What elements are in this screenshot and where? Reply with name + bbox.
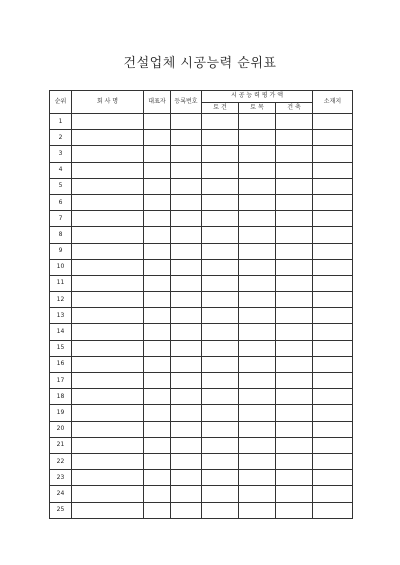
company-cell[interactable] xyxy=(72,227,144,243)
header-registration-number: 등록번호 xyxy=(171,91,202,114)
location-cell[interactable] xyxy=(313,162,353,178)
table-row xyxy=(50,340,353,356)
architecture-cell[interactable] xyxy=(276,453,313,469)
registration-number-cell[interactable] xyxy=(171,308,202,324)
registration-number-cell[interactable] xyxy=(171,324,202,340)
architecture-cell[interactable] xyxy=(276,292,313,308)
table-row xyxy=(50,486,353,502)
ceo-cell[interactable] xyxy=(144,502,171,518)
civil-engineering-cell[interactable] xyxy=(239,162,276,178)
rank-cell: 3 xyxy=(50,146,72,162)
civil-architecture-cell[interactable] xyxy=(202,340,239,356)
architecture-cell[interactable] xyxy=(276,340,313,356)
civil-architecture-cell[interactable] xyxy=(202,292,239,308)
ceo-cell[interactable] xyxy=(144,389,171,405)
company-cell[interactable] xyxy=(72,259,144,275)
civil-engineering-cell[interactable] xyxy=(239,340,276,356)
ceo-cell[interactable] xyxy=(144,486,171,502)
table-row xyxy=(50,114,353,130)
header-ceo: 대표자 xyxy=(144,91,171,114)
registration-number-cell[interactable] xyxy=(171,275,202,291)
registration-number-cell[interactable] xyxy=(171,146,202,162)
location-cell[interactable] xyxy=(313,389,353,405)
company-cell[interactable] xyxy=(72,324,144,340)
table-row xyxy=(50,356,353,372)
ceo-cell[interactable] xyxy=(144,421,171,437)
header-architecture: 건 축 xyxy=(276,102,313,114)
registration-number-cell[interactable] xyxy=(171,356,202,372)
ceo-cell[interactable] xyxy=(144,340,171,356)
registration-number-cell[interactable] xyxy=(171,405,202,421)
ceo-cell[interactable] xyxy=(144,437,171,453)
civil-architecture-cell[interactable] xyxy=(202,194,239,210)
rank-cell: 14 xyxy=(50,324,72,340)
architecture-cell[interactable] xyxy=(276,308,313,324)
table-row xyxy=(50,292,353,308)
rank-cell: 1 xyxy=(50,114,72,130)
rank-cell: 13 xyxy=(50,308,72,324)
civil-architecture-cell[interactable] xyxy=(202,211,239,227)
registration-number-cell[interactable] xyxy=(171,373,202,389)
civil-engineering-cell[interactable] xyxy=(239,114,276,130)
table-row xyxy=(50,437,353,453)
civil-architecture-cell[interactable] xyxy=(202,356,239,372)
company-cell[interactable] xyxy=(72,211,144,227)
civil-architecture-cell[interactable] xyxy=(202,405,239,421)
company-cell[interactable] xyxy=(72,340,144,356)
ceo-cell[interactable] xyxy=(144,227,171,243)
rank-cell: 25 xyxy=(50,502,72,518)
civil-architecture-cell[interactable] xyxy=(202,259,239,275)
header-location: 소재지 xyxy=(313,91,353,114)
location-cell[interactable] xyxy=(313,453,353,469)
location-cell[interactable] xyxy=(313,227,353,243)
ceo-cell[interactable] xyxy=(144,373,171,389)
rank-cell: 8 xyxy=(50,227,72,243)
rank-cell: 9 xyxy=(50,243,72,259)
rank-cell: 2 xyxy=(50,130,72,146)
company-cell[interactable] xyxy=(72,194,144,210)
rank-cell: 21 xyxy=(50,437,72,453)
registration-number-cell[interactable] xyxy=(171,437,202,453)
table-row xyxy=(50,470,353,486)
page-title: 건설업체 시공능력 순위표 xyxy=(123,56,277,71)
rank-cell: 16 xyxy=(50,356,72,372)
rank-cell: 15 xyxy=(50,340,72,356)
civil-engineering-cell[interactable] xyxy=(239,130,276,146)
civil-engineering-cell[interactable] xyxy=(239,308,276,324)
architecture-cell[interactable] xyxy=(276,146,313,162)
location-cell[interactable] xyxy=(313,146,353,162)
civil-architecture-cell[interactable] xyxy=(202,486,239,502)
registration-number-cell[interactable] xyxy=(171,130,202,146)
rank-cell: 10 xyxy=(50,259,72,275)
registration-number-cell[interactable] xyxy=(171,502,202,518)
architecture-cell[interactable] xyxy=(276,373,313,389)
location-cell[interactable] xyxy=(313,308,353,324)
registration-number-cell[interactable] xyxy=(171,178,202,194)
company-cell[interactable] xyxy=(72,389,144,405)
civil-architecture-cell[interactable] xyxy=(202,178,239,194)
company-cell[interactable] xyxy=(72,275,144,291)
company-cell[interactable] xyxy=(72,162,144,178)
location-cell[interactable] xyxy=(313,275,353,291)
location-cell[interactable] xyxy=(313,194,353,210)
table-row xyxy=(50,227,353,243)
registration-number-cell[interactable] xyxy=(171,114,202,130)
company-cell[interactable] xyxy=(72,453,144,469)
registration-number-cell[interactable] xyxy=(171,340,202,356)
civil-engineering-cell[interactable] xyxy=(239,373,276,389)
header-rank: 순위 xyxy=(50,91,72,114)
table-row xyxy=(50,162,353,178)
location-cell[interactable] xyxy=(313,437,353,453)
table-row xyxy=(50,146,353,162)
rank-cell: 19 xyxy=(50,405,72,421)
civil-architecture-cell[interactable] xyxy=(202,502,239,518)
company-cell[interactable] xyxy=(72,437,144,453)
registration-number-cell[interactable] xyxy=(171,194,202,210)
table-row xyxy=(50,324,353,340)
architecture-cell[interactable] xyxy=(276,114,313,130)
ceo-cell[interactable] xyxy=(144,275,171,291)
table-row xyxy=(50,373,353,389)
rank-cell: 4 xyxy=(50,162,72,178)
registration-number-cell[interactable] xyxy=(171,292,202,308)
registration-number-cell[interactable] xyxy=(171,243,202,259)
rank-cell: 22 xyxy=(50,453,72,469)
civil-architecture-cell[interactable] xyxy=(202,421,239,437)
table-row xyxy=(50,502,353,518)
ceo-cell[interactable] xyxy=(144,162,171,178)
location-cell[interactable] xyxy=(313,130,353,146)
civil-architecture-cell[interactable] xyxy=(202,437,239,453)
architecture-cell[interactable] xyxy=(276,227,313,243)
company-cell[interactable] xyxy=(72,470,144,486)
registration-number-cell[interactable] xyxy=(171,211,202,227)
civil-architecture-cell[interactable] xyxy=(202,470,239,486)
ceo-cell[interactable] xyxy=(144,259,171,275)
location-cell[interactable] xyxy=(313,292,353,308)
table-row xyxy=(50,405,353,421)
architecture-cell[interactable] xyxy=(276,389,313,405)
location-cell[interactable] xyxy=(313,340,353,356)
registration-number-cell[interactable] xyxy=(171,486,202,502)
architecture-cell[interactable] xyxy=(276,194,313,210)
civil-engineering-cell[interactable] xyxy=(239,437,276,453)
architecture-cell[interactable] xyxy=(276,421,313,437)
table-row xyxy=(50,421,353,437)
civil-architecture-cell[interactable] xyxy=(202,373,239,389)
rank-cell: 18 xyxy=(50,389,72,405)
civil-engineering-cell[interactable] xyxy=(239,259,276,275)
ceo-cell[interactable] xyxy=(144,405,171,421)
civil-architecture-cell[interactable] xyxy=(202,389,239,405)
civil-engineering-cell[interactable] xyxy=(239,178,276,194)
table-row xyxy=(50,178,353,194)
location-cell[interactable] xyxy=(313,486,353,502)
table-row xyxy=(50,243,353,259)
civil-engineering-cell[interactable] xyxy=(239,502,276,518)
ceo-cell[interactable] xyxy=(144,243,171,259)
architecture-cell[interactable] xyxy=(276,486,313,502)
architecture-cell[interactable] xyxy=(276,356,313,372)
company-cell[interactable] xyxy=(72,356,144,372)
ceo-cell[interactable] xyxy=(144,194,171,210)
architecture-cell[interactable] xyxy=(276,324,313,340)
registration-number-cell[interactable] xyxy=(171,259,202,275)
company-cell[interactable] xyxy=(72,292,144,308)
rank-cell: 11 xyxy=(50,275,72,291)
rank-cell: 20 xyxy=(50,421,72,437)
location-cell[interactable] xyxy=(313,470,353,486)
civil-engineering-cell[interactable] xyxy=(239,486,276,502)
civil-engineering-cell[interactable] xyxy=(239,146,276,162)
registration-number-cell[interactable] xyxy=(171,470,202,486)
rank-cell: 17 xyxy=(50,373,72,389)
company-cell[interactable] xyxy=(72,421,144,437)
rank-cell: 24 xyxy=(50,486,72,502)
civil-engineering-cell[interactable] xyxy=(239,405,276,421)
registration-number-cell[interactable] xyxy=(171,389,202,405)
architecture-cell[interactable] xyxy=(276,470,313,486)
civil-engineering-cell[interactable] xyxy=(239,470,276,486)
architecture-cell[interactable] xyxy=(276,211,313,227)
company-cell[interactable] xyxy=(72,243,144,259)
location-cell[interactable] xyxy=(313,356,353,372)
table-body xyxy=(50,114,353,519)
civil-engineering-cell[interactable] xyxy=(239,453,276,469)
civil-architecture-cell[interactable] xyxy=(202,275,239,291)
company-cell[interactable] xyxy=(72,146,144,162)
location-cell[interactable] xyxy=(313,502,353,518)
civil-architecture-cell[interactable] xyxy=(202,324,239,340)
ceo-cell[interactable] xyxy=(144,453,171,469)
ceo-cell[interactable] xyxy=(144,178,171,194)
company-cell[interactable] xyxy=(72,114,144,130)
architecture-cell[interactable] xyxy=(276,502,313,518)
ceo-cell[interactable] xyxy=(144,308,171,324)
civil-engineering-cell[interactable] xyxy=(239,421,276,437)
company-cell[interactable] xyxy=(72,486,144,502)
civil-engineering-cell[interactable] xyxy=(239,275,276,291)
civil-engineering-cell[interactable] xyxy=(239,292,276,308)
ceo-cell[interactable] xyxy=(144,130,171,146)
location-cell[interactable] xyxy=(313,405,353,421)
ceo-cell[interactable] xyxy=(144,211,171,227)
civil-engineering-cell[interactable] xyxy=(239,194,276,210)
architecture-cell[interactable] xyxy=(276,162,313,178)
architecture-cell[interactable] xyxy=(276,275,313,291)
company-cell[interactable] xyxy=(72,178,144,194)
civil-architecture-cell[interactable] xyxy=(202,243,239,259)
civil-architecture-cell[interactable] xyxy=(202,308,239,324)
civil-architecture-cell[interactable] xyxy=(202,130,239,146)
table-row xyxy=(50,275,353,291)
civil-engineering-cell[interactable] xyxy=(239,389,276,405)
ceo-cell[interactable] xyxy=(144,146,171,162)
table-row xyxy=(50,194,353,210)
architecture-cell[interactable] xyxy=(276,243,313,259)
location-cell[interactable] xyxy=(313,178,353,194)
architecture-cell[interactable] xyxy=(276,130,313,146)
civil-architecture-cell[interactable] xyxy=(202,162,239,178)
registration-number-cell[interactable] xyxy=(171,453,202,469)
table-row xyxy=(50,308,353,324)
location-cell[interactable] xyxy=(313,259,353,275)
registration-number-cell[interactable] xyxy=(171,162,202,178)
rank-cell: 5 xyxy=(50,178,72,194)
location-cell[interactable] xyxy=(313,243,353,259)
ranking-table xyxy=(49,90,353,519)
civil-engineering-cell[interactable] xyxy=(239,227,276,243)
ceo-cell[interactable] xyxy=(144,470,171,486)
civil-engineering-cell[interactable] xyxy=(239,356,276,372)
civil-architecture-cell[interactable] xyxy=(202,227,239,243)
company-cell[interactable] xyxy=(72,130,144,146)
rank-cell: 12 xyxy=(50,292,72,308)
architecture-cell[interactable] xyxy=(276,437,313,453)
company-cell[interactable] xyxy=(72,308,144,324)
company-cell[interactable] xyxy=(72,405,144,421)
rank-cell: 7 xyxy=(50,211,72,227)
rank-cell: 23 xyxy=(50,470,72,486)
ceo-cell[interactable] xyxy=(144,292,171,308)
civil-architecture-cell[interactable] xyxy=(202,146,239,162)
ceo-cell[interactable] xyxy=(144,324,171,340)
table-row xyxy=(50,389,353,405)
header-civil-architecture: 토 건 xyxy=(202,102,239,114)
architecture-cell[interactable] xyxy=(276,405,313,421)
table-row xyxy=(50,211,353,227)
ceo-cell[interactable] xyxy=(144,356,171,372)
architecture-cell[interactable] xyxy=(276,178,313,194)
table-row xyxy=(50,130,353,146)
header-civil-engineering: 토 목 xyxy=(239,102,276,114)
header-construction-capability: 시 공 능 력 평 가 액 xyxy=(202,91,313,103)
table-row xyxy=(50,259,353,275)
civil-engineering-cell[interactable] xyxy=(239,211,276,227)
civil-architecture-cell[interactable] xyxy=(202,453,239,469)
rank-cell: 6 xyxy=(50,194,72,210)
table-row xyxy=(50,453,353,469)
civil-engineering-cell[interactable] xyxy=(239,243,276,259)
location-cell[interactable] xyxy=(313,211,353,227)
architecture-cell[interactable] xyxy=(276,259,313,275)
location-cell[interactable] xyxy=(313,373,353,389)
header-company: 회 사 명 xyxy=(72,91,144,114)
location-cell[interactable] xyxy=(313,324,353,340)
civil-engineering-cell[interactable] xyxy=(239,324,276,340)
registration-number-cell[interactable] xyxy=(171,421,202,437)
location-cell[interactable] xyxy=(313,421,353,437)
location-cell[interactable] xyxy=(313,114,353,130)
ceo-cell[interactable] xyxy=(144,114,171,130)
registration-number-cell[interactable] xyxy=(171,227,202,243)
civil-architecture-cell[interactable] xyxy=(202,114,239,130)
company-cell[interactable] xyxy=(72,502,144,518)
company-cell[interactable] xyxy=(72,373,144,389)
